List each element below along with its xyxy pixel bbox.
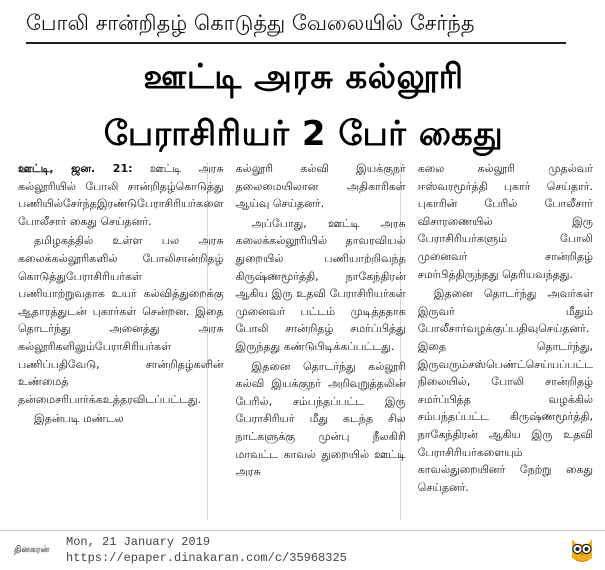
owl-icon xyxy=(566,534,598,566)
paragraph: இதன்படி மண்டல xyxy=(34,412,124,426)
kicker-underline xyxy=(26,42,566,44)
paragraph: இதனை தொடர்ந்து அவர்கள் இருவர் மீதும் போலீசார்வழக்குப்பதிவுசெய்தனர். இதை தொடர்ந்து, இருவரும்சஸ்பெண்ட்செய்யப்பட்ட நிலையில், போலி சான்றிதழ் சமர்ப்பித்த வழக்கில் சம்பந்தப்பட்ட கிருஷ்ணமூர்த்தி, நாகேந்திரன் ஆகிய இரு உதவி பேராசிரியர்களையும் காவல்துறையினர் நேற்று கைது செய்தனர். xyxy=(417,287,594,494)
headline-line-1: ஊட்டி அரசு கல்லூரி xyxy=(143,57,464,97)
footer-info xyxy=(66,534,466,566)
paragraph xyxy=(18,160,224,230)
dinakaran-logo: தினகரன் xyxy=(14,544,50,554)
dateline: ஊட்டி, ஜன. 21: xyxy=(18,162,133,175)
article-column-3 xyxy=(418,160,593,522)
paragraph: கல்லூரி கல்வி இயக்குநர் தலைமையிலான அதிகாரிகள் ஆய்வு செய்தனர். xyxy=(235,162,406,211)
paragraph: இதனை தொடர்ந்து கல்லூரி கல்வி இயக்குநர் அறிவுறுத்தலின் பேரில், சம்பந்தப்பட்ட இரு பேராசிரியர் மீது கடந்த சில நாட்களுக்கு முன்பு நீலகிரி மாவட்ட காவல் துறையில் ஊட்டி அரசு xyxy=(235,359,406,479)
article-column-2 xyxy=(236,160,406,522)
footer-divider xyxy=(0,530,605,531)
paragraph: அப்போது, ஊட்டி அரசு கலைக்கல்லூரியில் தாவரவியல் துறையில் பணியாற்றிவந்த கிருஷ்ணமூர்த்தி, நாகேந்திரன் ஆகிய இரு உதவி பேராசிரியர்கள் முனைவர் பட்டம் முடித்ததாக போலி சான்றிதழ் சமர்ப்பித்து இருந்தது கண்டுபிடிக்கப்பட்டது. xyxy=(235,216,406,353)
headline-line-2: பேராசிரியர் 2 பேர் கைது xyxy=(103,114,504,154)
article-body xyxy=(18,160,593,522)
paragraph: தமிழகத்தில் உள்ள பல அரசு கலைக்கல்லூரிகளில் போலிசான்றிதழ் கொடுத்துபேராசிரியர்கள் பணியாற்றுவதாக உயர் கல்வித்துறைக்கு ஆதாரத்துடன் புகார்கள் சென்றன. இதை தொடர்ந்து அனைத்து அரசு கல்லூரிகளிலும்பேராசிரியர்கள் பணிப்பதிவேடு, சான்றிதழ்களின் உண்மைத் தன்மைசரிபார்க்கஉத்தரவிடப்பட்டது. xyxy=(18,234,224,406)
article-column-1 xyxy=(18,160,224,522)
edition-date: Mon, 21 January 2019 xyxy=(66,535,211,549)
paragraph-text: ஊட்டி அரசு கல்லூரியில் போலி சான்றிதழ்கொடுத்து பணியில்சேர்ந்தஇரண்டுபேராசிரியர்களை போலீசார் கைது செய்தனர். xyxy=(18,162,224,228)
epaper-link[interactable]: https://epaper.dinakaran.com/c/35968325 xyxy=(66,551,347,565)
article-kicker: போலி சான்றிதழ் கொடுத்து வேலையில் சேர்ந்த xyxy=(26,11,475,35)
paragraph: கலை கல்லூரி முதல்வர் ஈஸ்வரமூர்த்தி புகார் செய்தார். புகாரின் பேரில் போலீசார் விசாரணையில் இரு பேராசிரியர்களும் போலி முனைவர் சான்றிதழ் சமர்பித்திருந்தது தெரியவந்தது. xyxy=(417,162,593,281)
